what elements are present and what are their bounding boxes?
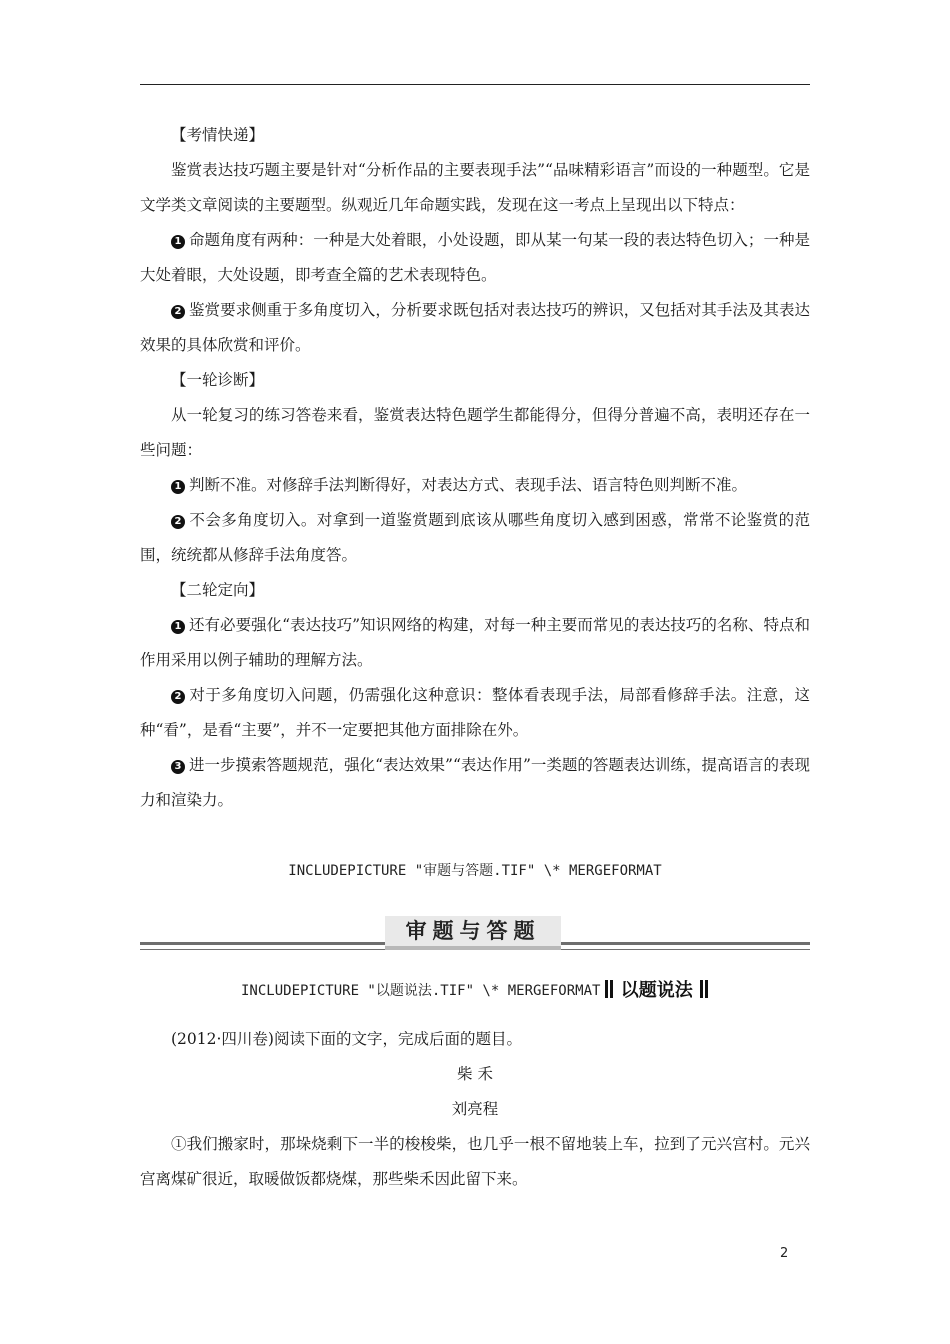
include-field-text: INCLUDEPICTURE "以题说法.TIF" \* MERGEFORMAT (241, 983, 601, 999)
passage-source: (2012·四川卷)阅读下面的文字，完成后面的题目。 (171, 1030, 522, 1048)
number-2-icon: 2 (171, 305, 185, 319)
number-2-icon: 2 (171, 690, 185, 704)
number-2-icon: 2 (171, 515, 185, 529)
reading-passage (140, 1022, 810, 1197)
number-1-icon: 1 (171, 480, 185, 494)
kaoqing-point-1: 1 命题角度有两种：一种是大处着眼，小处设题，即从某一句某一段的表达特色切入；一种是大处着眼，大处设题，即考查全篇的艺术表现特色。 (140, 231, 810, 284)
heading-kaoqing: 【考情快递】 (171, 126, 265, 144)
number-1-icon: 1 (171, 620, 185, 634)
erlun-point-1: 1 还有必要强化“表达技巧”知识网络的构建，对每一种主要而常见的表达技巧的名称、特点和作用采用以例子辅助的理解方法。 (140, 616, 810, 669)
heading-erlun: 【二轮定向】 (171, 581, 265, 599)
erlun-point-3: 3 进一步摸索答题规范，强化“表达效果”“表达作用”一类题的答题表达训练，提高语言的表现力和渲染力。 (140, 756, 810, 809)
yiti-shuofa-tag: 以题说法 (604, 976, 709, 1002)
yilun-point-1: 1 判断不准。对修辞手法判断得好，对表达方式、表现手法、语言特色则判断不准。 (140, 468, 810, 503)
page-number: 2 (780, 1246, 789, 1261)
include-field-yiti (140, 976, 810, 1002)
erlun-point-2: 2 对于多角度切入问题，仍需强化这种意识：整体看表现手法，局部看修辞手法。注意，这种“看”，是看“主要”，并不一定要把其他方面排除在外。 (140, 686, 810, 739)
passage-paragraph-1: ①我们搬家时，那垛烧剩下一半的梭梭柴，也几乎一根不留地装上车，拉到了元兴宫村。元兴宫离煤矿很近，取暖做饭都烧煤，那些柴禾因此留下来。 (140, 1135, 810, 1188)
passage-title: 柴 禾 (457, 1065, 493, 1083)
yilun-intro: 从一轮复习的练习答卷来看，鉴赏表达特色题学生都能得分，但得分普遍不高，表明还存在一些问题： (140, 406, 810, 459)
heading-yilun: 【一轮诊断】 (171, 371, 265, 389)
include-field-shenti: INCLUDEPICTURE "审题与答题.TIF" \* MERGEFORMAT (288, 863, 662, 879)
passage-author: 刘亮程 (451, 1100, 499, 1118)
yilun-point-2: 2 不会多角度切入。对拿到一道鉴赏题到底该从哪些角度切入感到困惑，常常不论鉴赏的范围，统统都从修辞手法角度答。 (140, 511, 810, 564)
header-rule (140, 84, 810, 85)
kaoqing-intro: 鉴赏表达技巧题主要是针对“分析作品的主要表现手法”“品味精彩语言”而设的一种题型。它是文学类文章阅读的主要题型。纵观近几年命题实践，发现在这一考点上呈现出以下特点： (140, 161, 810, 214)
kaoqing-point-2: 2 鉴赏要求侧重于多角度切入，分析要求既包括对表达技巧的辨识，又包括对其手法及其表达效果的具体欣赏和评价。 (140, 301, 810, 354)
number-3-icon: 3 (171, 760, 185, 774)
exam-analysis (140, 118, 810, 818)
number-1-icon: 1 (171, 235, 185, 249)
banner-title: 审题与答题 (385, 916, 561, 950)
section-banner (140, 912, 810, 954)
